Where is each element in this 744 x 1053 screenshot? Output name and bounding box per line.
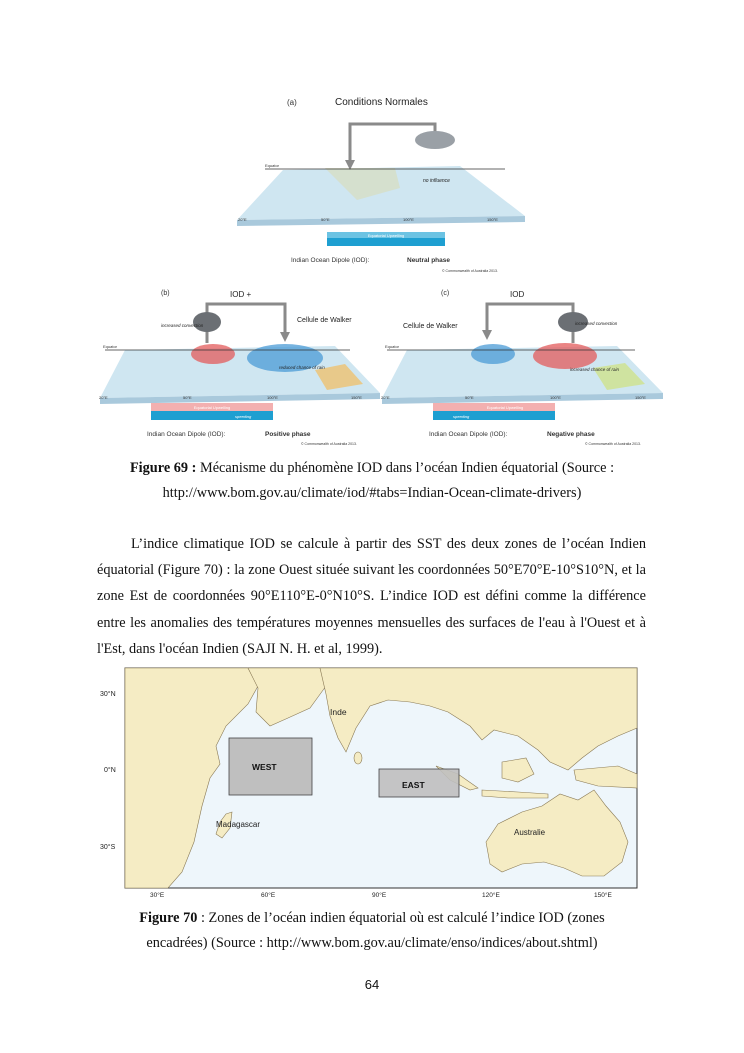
panel-c-tick: 100°E	[550, 395, 561, 400]
figure-69-caption-text: Mécanisme du phénomène IOD dans l’océan Indien équatorial (Source :	[196, 460, 615, 476]
panel-b-arrow-head	[280, 332, 290, 342]
lon-label: 60°E	[261, 892, 276, 899]
lat-label: 30°S	[100, 844, 116, 851]
panel-a-tick: 100°E	[403, 217, 414, 222]
panel-a-upwelling-bar	[327, 238, 445, 246]
figure-69-caption-source: http://www.bom.gov.au/climate/iod/#tabs=Indian-Ocean-climate-drivers)	[162, 485, 582, 501]
figure-70-map	[98, 666, 645, 902]
panel-a	[237, 97, 525, 273]
label-east: EAST	[402, 780, 425, 790]
panel-b-phase: Positive phase	[265, 431, 311, 438]
panel-b-bar-cool	[151, 411, 273, 420]
label-madagascar: Madagascar	[216, 820, 261, 829]
page-number: 64	[364, 977, 380, 992]
panel-c-arrow-head	[482, 330, 492, 340]
panel-c-tick: 150°E	[635, 395, 646, 400]
body-paragraph-text: L’indice climatique IOD se calcule à partir des SST des deux zones de l’océan Indien équatorial (Figure 70) : la zone Ouest située suivant les coordonnées 50°E70°E-10°S10°N, et la zone Est de coordonnées 90°E110°E-0°N10°S. L’indice IOD est défini comme la différence entre les anomalies des températures moyennes mensuelles des surfaces de l'eau à l'Ouest et à l'Est, dans l'océan Indien (SAJI N. H. et al, 1999).	[97, 536, 646, 657]
panel-b-tick: 100°E	[267, 395, 278, 400]
panel-c-bar-top: Equatorial Upwelling	[486, 405, 524, 410]
label-west: WEST	[252, 762, 277, 772]
panel-a-title: Conditions Normales	[335, 97, 428, 108]
panel-c-title: IOD	[510, 290, 525, 299]
panel-b-tick: 20°E	[99, 395, 108, 400]
panel-b-tag: (b)	[161, 290, 170, 297]
panel-b-phase-prefix: Indian Ocean Dipole (IOD):	[147, 431, 226, 438]
panel-b-tick: 50°E	[183, 395, 192, 400]
panel-a-phase: Neutral phase	[407, 257, 450, 264]
panel-b-reduced: reduced chance of rain	[279, 365, 325, 370]
lat-label: 0°N	[104, 767, 116, 774]
panel-a-tick: 20°E	[238, 217, 247, 222]
figure-70-caption-label: Figure 70	[139, 910, 198, 926]
panel-b-equator-label: Equator	[103, 344, 118, 349]
lon-label: 120°E	[482, 892, 500, 899]
panel-a-tag: (a)	[287, 98, 297, 107]
panel-c	[381, 290, 663, 446]
panel-a-tick: 150°E	[487, 217, 498, 222]
panel-b-bar-bottom: speeding	[235, 414, 252, 419]
figure-70-caption-text: : Zones de l’océan indien équatorial où est calculé l’indice IOD (zones	[197, 910, 605, 926]
panel-a-no-influence: no influence	[423, 178, 450, 184]
figure-69-caption	[80, 456, 664, 506]
panel-c-increased-rain: increased chance of rain	[570, 367, 620, 372]
body-paragraph	[97, 531, 646, 662]
figure-69-caption-label: Figure 69 :	[129, 460, 197, 476]
lon-label: 30°E	[150, 892, 165, 899]
panel-c-phase: Negative phase	[547, 431, 595, 438]
panel-b-walker: Cellule de Walker	[297, 317, 352, 324]
panel-b-title: IOD +	[230, 290, 252, 299]
figure-70-caption-source: encadrées) (Source : http://www.bom.gov.au/climate/enso/indices/about.shtml)	[146, 935, 598, 951]
panel-c-warm-anomaly	[533, 343, 597, 369]
panel-c-copyright: © Commonwealth of Australia 2013.	[585, 442, 641, 446]
panel-c-cool-anomaly	[471, 344, 515, 364]
panel-b-tick: 150°E	[351, 395, 362, 400]
panel-a-tick: 50°E	[321, 217, 330, 222]
lon-label: 90°E	[372, 892, 387, 899]
panel-c-tag: (c)	[441, 290, 450, 297]
label-inde: Inde	[330, 707, 347, 717]
lon-label: 150°E	[594, 892, 612, 899]
label-australie: Australie	[514, 828, 546, 837]
lat-label: 30°N	[100, 691, 116, 698]
panel-b-copyright: © Commonwealth of Australia 2013.	[301, 442, 357, 446]
panel-a-bar-label: Equatorial Upwelling	[367, 233, 405, 238]
panel-c-tick: 20°E	[381, 395, 390, 400]
panel-b-warm-anomaly	[191, 344, 235, 364]
map-sri-lanka	[354, 752, 362, 764]
panel-b-cloud	[193, 312, 221, 332]
panel-c-walker: Cellule de Walker	[403, 323, 458, 330]
figure-70-caption	[80, 906, 664, 956]
figure-69-image	[95, 88, 665, 450]
panel-c-bar-bottom: speeding	[453, 414, 470, 419]
panel-c-bar-cool	[433, 411, 555, 420]
panel-a-phase-prefix: Indian Ocean Dipole (IOD):	[291, 257, 370, 264]
panel-b-bar-top: Equatorial Upwelling	[193, 405, 231, 410]
panel-c-equator-label: Equator	[385, 344, 400, 349]
panel-a-copyright: © Commonwealth of Australia 2013.	[442, 269, 498, 273]
panel-c-phase-prefix: Indian Ocean Dipole (IOD):	[429, 431, 508, 438]
panel-c-tick: 50°E	[465, 395, 474, 400]
panel-c-increased: increased convection	[575, 321, 618, 326]
panel-a-cloud	[415, 131, 455, 149]
panel-a-equator-label: Equator	[265, 163, 280, 168]
panel-b	[99, 290, 380, 446]
panel-b-increased: increased convection	[161, 323, 204, 328]
